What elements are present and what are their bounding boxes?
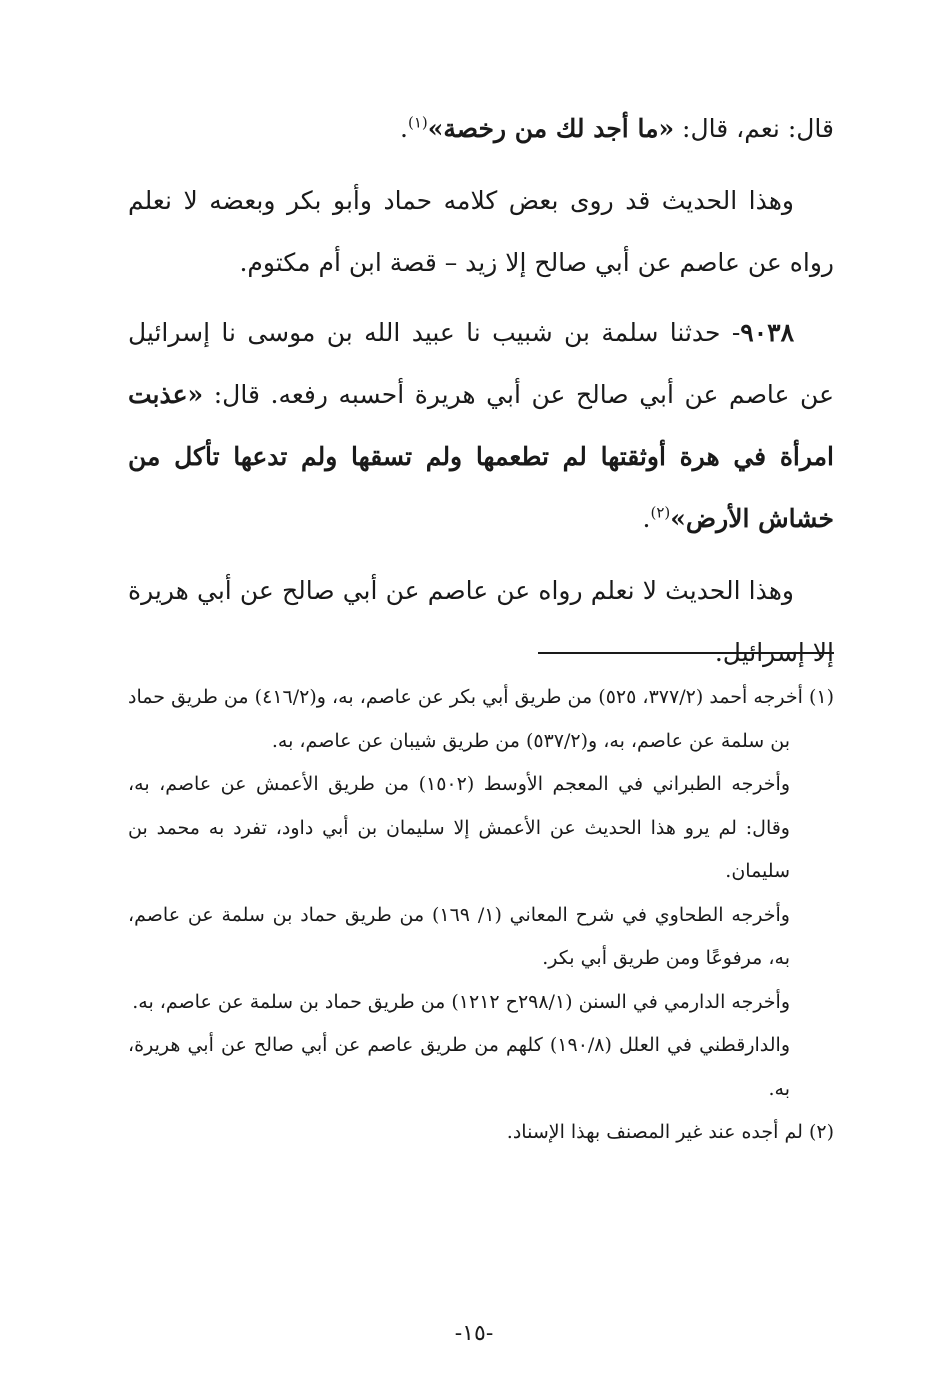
hadith-quote-1: «ما أجد لك من رخصة» bbox=[427, 114, 675, 143]
paragraph-3 bbox=[128, 302, 834, 550]
hadith-quote-2: «عذبت امرأة في هرة أوثقتها لم تطعمها ولم تسقها ولم تدعها تأكل من خشاش الأرض» bbox=[128, 380, 834, 533]
footnote-1-line-3: وأخرجه الطحاوي في شرح المعاني (١/ ١٦٩) من طريق حماد بن سلمة عن عاصم، به، مرفوعًا ومن طريق أبي بكر. bbox=[128, 903, 790, 969]
footnote-ref-2[interactable]: (٢) bbox=[650, 503, 671, 522]
footnote-2: (٢) لم أجده عند غير المصنف بهذا الإسناد. bbox=[506, 1121, 834, 1143]
paragraph-4: وهذا الحديث لا نعلم رواه عن عاصم عن أبي صالح عن أبي هريرة إلا إسرائيل. bbox=[128, 576, 834, 667]
paragraph-1-end: . bbox=[400, 114, 408, 143]
footnotes bbox=[128, 676, 834, 1155]
hadith-number: ٩٠٣٨ bbox=[740, 318, 794, 347]
footnote-1-line-1: (١) أخرجه أحمد (٣٧٧/٢، ٥٢٥) من طريق أبي بكر عن عاصم، به، و(٤١٦/٢) من طريق حماد بن سلمة عن عاصم، به، و(٥٣٧/٢) من طريق شيبان عن عاصم، به. bbox=[128, 686, 835, 752]
footnote-1-line-4: وأخرجه الدارمي في السنن (٢٩٨/١ح ١٢١٢) من طريق حماد بن سلمة عن عاصم، به. bbox=[132, 990, 790, 1013]
footnote-separator bbox=[538, 652, 834, 654]
footnote-1-line-2: وأخرجه الطبراني في المعجم الأوسط (١٥٠٢) من طريق الأعمش عن عاصم، به، وقال: لم يرو هذا الحديث عن الأعمش إلا سليمان بن أبي داود، تفرد به محمد بن سليمان. bbox=[128, 773, 790, 882]
paragraph-3-text: - حدثنا سلمة بن شبيب نا عبيد الله بن موسى نا إسرائيل عن عاصم عن أبي صالح عن أبي هريرة أحسبه رفعه. قال: bbox=[128, 318, 834, 409]
main-text bbox=[128, 96, 834, 684]
footnote-ref-1[interactable]: (١) bbox=[408, 113, 428, 132]
paragraph-1-lead: قال: نعم، قال: bbox=[674, 114, 834, 143]
page-number: -١٥- bbox=[454, 1321, 494, 1346]
paragraph-2: وهذا الحديث قد روى بعض كلامه حماد وأبو بكر وبعضه لا نعلم رواه عن عاصم عن أبي صالح إلا زيد – قصة ابن أم مكتوم. bbox=[128, 186, 834, 277]
paragraph-3-end: . bbox=[642, 504, 651, 533]
paragraph-1 bbox=[128, 98, 834, 160]
footnote-1-line-5: والدارقطني في العلل (١٩٠/٨) كلهم من طريق عاصم عن أبي صالح عن أبي هريرة، به. bbox=[128, 1034, 790, 1100]
